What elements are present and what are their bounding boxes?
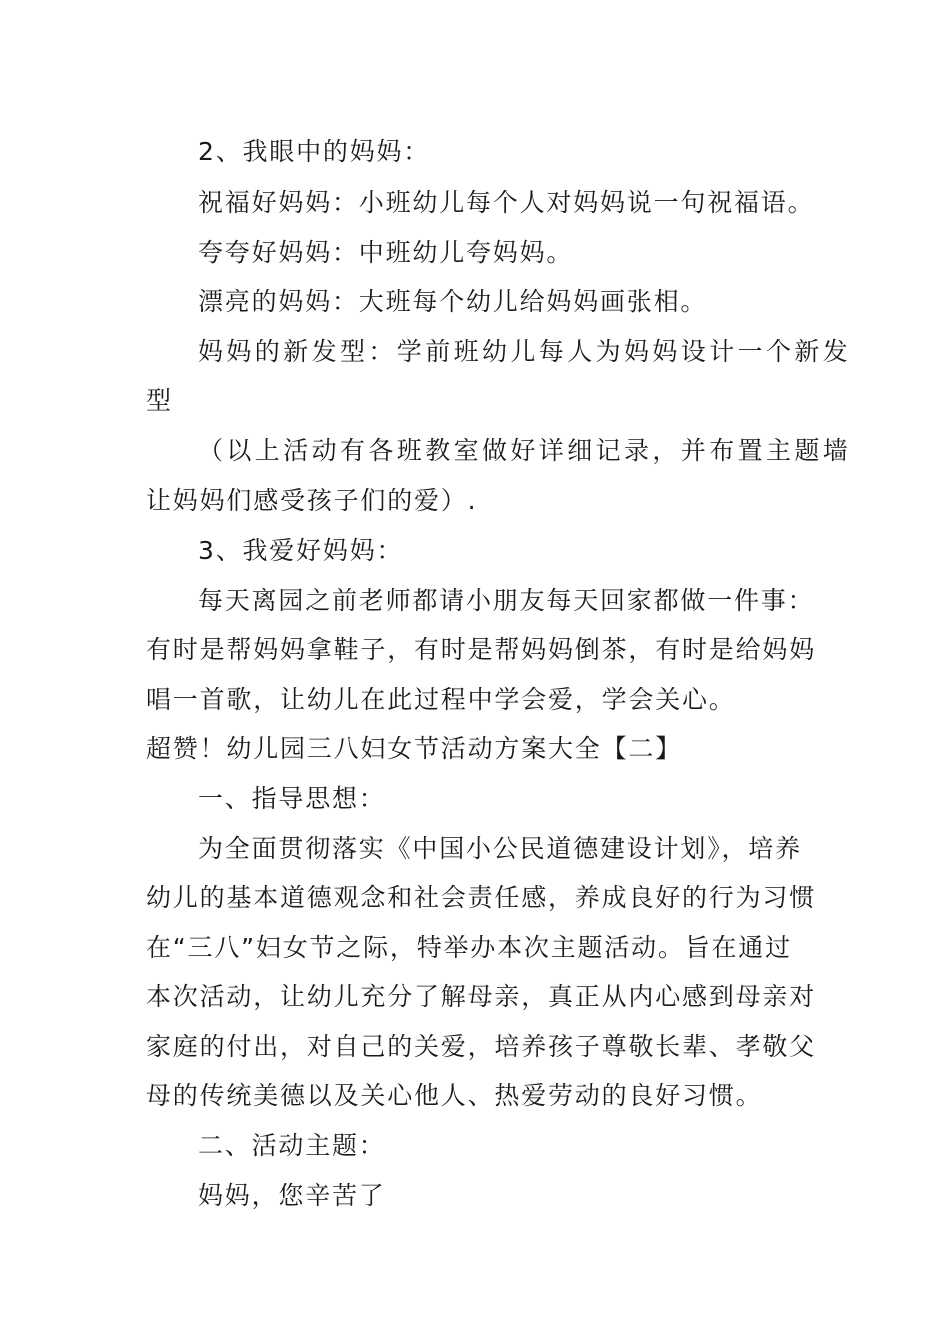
paragraph-line: 祝福好妈妈：小班幼儿每个人对妈妈说一句祝福语。 [198,188,815,217]
paragraph-line: 母的传统美德以及关心他人、热爱劳动的良好习惯。 [146,1081,763,1110]
paragraph-line: （以上活动有各班教室做好详细记录，并布置主题墙 [198,436,852,465]
paragraph-line: 幼儿的基本道德观念和社会责任感，养成良好的行为习惯 [146,883,817,912]
section-heading-guiding-ideology: 一、指导思想： [198,784,386,813]
section-heading-i-love-mom: 3、我爱好妈妈： [198,536,404,565]
paragraph-line: 本次活动，让幼儿充分了解母亲，真正从内心感到母亲对 [146,982,817,1011]
section-heading-mom-in-my-eyes: 2、我眼中的妈妈： [198,137,431,166]
paragraph-line: 妈妈，您辛苦了 [198,1181,386,1210]
paragraph-line: 家庭的付出，对自己的关爱，培养孩子尊敬长辈、孝敬父 [146,1032,817,1061]
section-heading-activity-theme: 二、活动主题： [198,1131,386,1160]
paragraph-line: 唱一首歌，让幼儿在此过程中学会爱，学会关心。 [146,685,736,714]
paragraph-line: 有时是帮妈妈拿鞋子，有时是帮妈妈倒茶，有时是给妈妈 [146,635,817,664]
paragraph-line: 漂亮的妈妈：大班每个幼儿给妈妈画张相。 [198,287,708,316]
paragraph-line: 在“三八”妇女节之际，特举办本次主题活动。旨在通过 [146,933,792,962]
article-title: 超赞！幼儿园三八妇女节活动方案大全【二】 [146,734,683,763]
paragraph-line: 妈妈的新发型：学前班幼儿每人为妈妈设计一个新发 [198,337,852,366]
paragraph-line: 型 [146,386,173,415]
paragraph-line: 让妈妈们感受孩子们的爱）. [146,486,478,515]
paragraph-line: 每天离园之前老师都请小朋友每天回家都做一件事： [198,586,815,615]
paragraph-line: 为全面贯彻落实《中国小公民道德建设计划》，培养 [198,834,802,863]
paragraph-line: 夸夸好妈妈：中班幼儿夸妈妈。 [198,238,574,267]
